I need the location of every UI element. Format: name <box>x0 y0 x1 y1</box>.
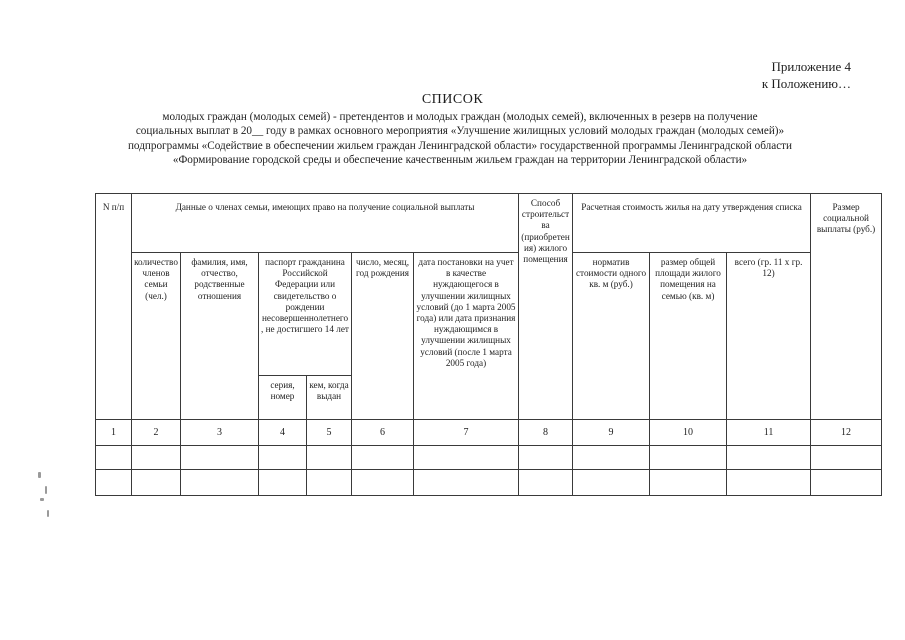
column-number: 10 <box>650 420 727 446</box>
column-numbers-row <box>96 420 882 446</box>
column-number: 7 <box>414 420 519 446</box>
table-cell <box>650 446 727 470</box>
document-title: СПИСОК <box>421 92 484 107</box>
table-cell <box>132 446 181 470</box>
table-cell <box>352 446 414 470</box>
header-registration-date: дата постановки на учет в качестве нуждающегося в улучшении жилищных условий (до 1 марта 2005 года) или дата признания нуждающимся в улучшении жилищных условий (после 1 марта 2005 года) <box>414 253 519 420</box>
subtitle-line: социальных выплат в 20__ году в рамках основного мероприятия «Улучшение жилищных условий молодых граждан (молодых семей)» <box>135 125 785 138</box>
header-payment-size: Размер социальной выплаты (руб.) <box>811 194 882 420</box>
column-number: 5 <box>307 420 352 446</box>
table-cell <box>96 446 132 470</box>
table-row <box>96 446 882 470</box>
table-cell <box>811 446 882 470</box>
header-family-data: Данные о членах семьи, имеющих право на получение социальной выплаты <box>132 194 519 253</box>
table-cell <box>352 470 414 496</box>
header-estimated-cost: Расчетная стоимость жилья на дату утверждения списка <box>573 194 811 253</box>
header-members-count: количество членов семьи (чел.) <box>132 253 181 420</box>
table-cell <box>259 470 307 496</box>
header-norm-cost: норматив стоимости одного кв. м (руб.) <box>573 253 650 420</box>
appendix-regulation: к Положению… <box>761 76 851 91</box>
column-number: 1 <box>96 420 132 446</box>
table-cell <box>727 470 811 496</box>
appendix-reference <box>762 58 851 92</box>
column-number: 4 <box>259 420 307 446</box>
table-cell <box>96 470 132 496</box>
header-total-area: размер общей площади жилого помещения на семью (кв. м) <box>650 253 727 420</box>
column-number: 3 <box>181 420 259 446</box>
table-cell <box>650 470 727 496</box>
column-number: 6 <box>352 420 414 446</box>
table-cell <box>414 470 519 496</box>
table-cell <box>181 470 259 496</box>
table-cell <box>132 470 181 496</box>
column-number: 8 <box>519 420 573 446</box>
subtitle-line: «Формирование городской среды и обеспечение качественным жильем граждан на территории Ленинградской области» <box>172 154 748 167</box>
table-cell <box>573 470 650 496</box>
table-cell <box>307 446 352 470</box>
table-cell <box>181 446 259 470</box>
header-construction-method: Способ строительства (приобретения) жилого помещения <box>519 194 573 420</box>
header-series-number: серия, номер <box>259 376 307 420</box>
table-cell <box>259 446 307 470</box>
column-number: 9 <box>573 420 650 446</box>
header-row-number: N п/п <box>96 194 132 420</box>
table-cell <box>573 446 650 470</box>
table-cell <box>414 446 519 470</box>
candidates-table <box>95 193 882 496</box>
column-number: 11 <box>727 420 811 446</box>
subtitle-line: подпрограммы «Содействие в обеспечении жильем граждан Ленинградской области» государственной программы Ленинградской области <box>127 139 793 152</box>
column-number: 2 <box>132 420 181 446</box>
document-subtitle <box>60 110 860 168</box>
table-cell <box>519 470 573 496</box>
header-birth-date: число, месяц, год рождения <box>352 253 414 420</box>
table-cell <box>727 446 811 470</box>
table-row <box>96 470 882 496</box>
table-cell <box>307 470 352 496</box>
table-cell <box>811 470 882 496</box>
appendix-number: Приложение 4 <box>771 59 851 74</box>
table-cell <box>519 446 573 470</box>
scan-artifact <box>36 470 54 525</box>
subtitle-line: молодых граждан (молодых семей) - претендентов и молодых граждан (молодых семей), включенных в резерв на получение <box>162 111 758 123</box>
header-full-name: фамилия, имя, отчество, родственные отношения <box>181 253 259 420</box>
header-issued-by: кем, когда выдан <box>307 376 352 420</box>
column-number: 12 <box>811 420 882 446</box>
header-passport: паспорт гражданина Российской Федерации или свидетельство о рождении несовершеннолетнего, не достигшего 14 лет <box>259 253 352 376</box>
header-total: всего (гр. 11 х гр. 12) <box>727 253 811 420</box>
